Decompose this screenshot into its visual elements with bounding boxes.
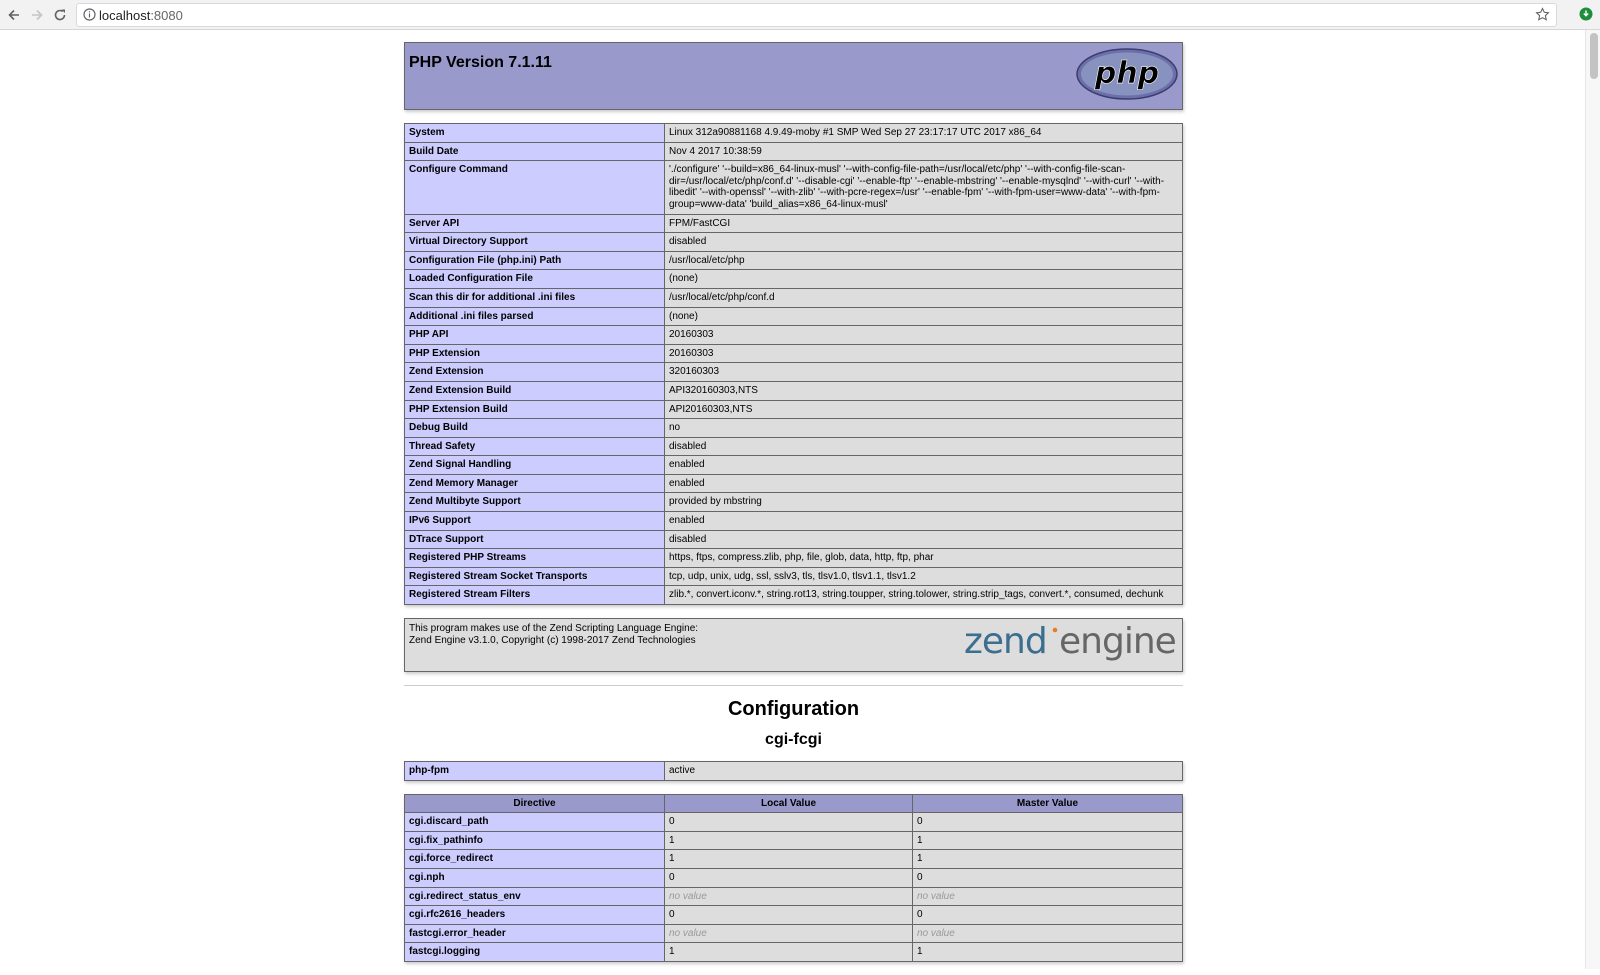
directive-row xyxy=(405,906,1183,925)
url-host: localhost xyxy=(99,8,151,23)
row-label: Configuration File (php.ini) Path xyxy=(405,251,665,270)
row-label: Registered PHP Streams xyxy=(405,549,665,568)
table-row xyxy=(405,307,1183,326)
row-value: (none) xyxy=(665,270,1183,289)
table-row xyxy=(405,363,1183,382)
row-value: tcp, udp, unix, udg, ssl, sslv3, tls, tlsv1.0, tlsv1.1, tlsv1.2 xyxy=(665,567,1183,586)
no-value-text: no value xyxy=(669,927,707,939)
phpinfo-page xyxy=(404,42,1183,975)
zend-engine-text xyxy=(409,623,698,646)
directive-master-value xyxy=(913,887,1183,906)
php-logo[interactable] xyxy=(1075,47,1179,101)
table-row xyxy=(405,270,1183,289)
directive-master-value: 0 xyxy=(913,869,1183,888)
table-row xyxy=(405,326,1183,345)
directive-header-row xyxy=(405,794,1183,813)
row-label: Virtual Directory Support xyxy=(405,233,665,252)
column-header-local-value: Local Value xyxy=(665,794,913,813)
row-label: Debug Build xyxy=(405,419,665,438)
directive-table xyxy=(404,794,1183,962)
zend-engine-cell xyxy=(405,619,1183,672)
row-value: 320160303 xyxy=(665,363,1183,382)
url-port: :8080 xyxy=(150,8,183,23)
directive-name: cgi.nph xyxy=(405,869,665,888)
directive-master-value: 1 xyxy=(913,850,1183,869)
table-row xyxy=(405,419,1183,438)
no-value-text: no value xyxy=(917,927,955,939)
extension-icon[interactable] xyxy=(1579,7,1593,21)
table-row xyxy=(405,142,1183,161)
directive-name: cgi.discard_path xyxy=(405,813,665,832)
directive-master-value: 0 xyxy=(913,813,1183,832)
directive-master-value: 1 xyxy=(913,943,1183,962)
forward-button[interactable] xyxy=(27,5,47,25)
no-value-text: no value xyxy=(917,890,955,902)
table-row xyxy=(405,214,1183,233)
row-value: disabled xyxy=(665,530,1183,549)
php-logo-text: php xyxy=(1094,56,1160,91)
scrollbar-thumb[interactable] xyxy=(1590,33,1598,79)
row-label: Thread Safety xyxy=(405,437,665,456)
directive-local-value: 1 xyxy=(665,850,913,869)
row-label: Zend Signal Handling xyxy=(405,456,665,475)
row-value: no xyxy=(665,419,1183,438)
reload-icon xyxy=(53,8,67,22)
row-value: (none) xyxy=(665,307,1183,326)
directive-local-value: 0 xyxy=(665,813,913,832)
directive-master-value: 0 xyxy=(913,906,1183,925)
arrow-right-icon xyxy=(30,8,44,22)
row-label: Build Date xyxy=(405,142,665,161)
row-label: System xyxy=(405,124,665,143)
zend-logo-dot xyxy=(1053,628,1058,633)
table-row xyxy=(405,381,1183,400)
version-header-cell xyxy=(405,43,1183,110)
bookmark-star-icon[interactable] xyxy=(1535,7,1550,22)
row-label: Zend Extension Build xyxy=(405,381,665,400)
directive-row xyxy=(405,850,1183,869)
row-label: Server API xyxy=(405,214,665,233)
directive-local-value xyxy=(665,887,913,906)
no-value-text: no value xyxy=(669,890,707,902)
directive-name: cgi.force_redirect xyxy=(405,850,665,869)
row-value: './configure' '--build=x86_64-linux-musl' '--with-config-file-path=/usr/local/etc/php' '--with-config-file-scan-dir=/usr/local/etc/php/conf.d' '--disable-cgi' '--enable-ftp' '--enable-mbstring' '--enable-mysqlnd' '--with-curl' '--with-libedit' '--with-openssl' '--with-zlib' '--with-pcre-regex=/usr' '--enable-fpm' '--with-fpm-user=www-data' '--with-fpm-group=www-data' 'build_alias=x86_64-linux-musl' xyxy=(665,161,1183,214)
browser-toolbar xyxy=(0,0,1600,30)
row-value: 20160303 xyxy=(665,344,1183,363)
directive-master-value xyxy=(913,924,1183,943)
module-status-table xyxy=(404,761,1183,781)
directive-name: cgi.redirect_status_env xyxy=(405,887,665,906)
column-header-directive: Directive xyxy=(405,794,665,813)
zend-engine-logo[interactable] xyxy=(964,623,1178,663)
zend-logo-word: zend xyxy=(964,623,1047,663)
directive-local-value: 1 xyxy=(665,831,913,850)
table-row xyxy=(405,400,1183,419)
directive-local-value xyxy=(665,924,913,943)
page-title: PHP Version 7.1.11 xyxy=(409,54,552,71)
arrow-left-icon xyxy=(7,8,21,22)
system-info-table xyxy=(404,123,1183,605)
row-value: provided by mbstring xyxy=(665,493,1183,512)
vertical-scrollbar[interactable] xyxy=(1585,30,1600,969)
url-text xyxy=(99,8,183,23)
directive-name: cgi.fix_pathinfo xyxy=(405,831,665,850)
configuration-heading: Configuration xyxy=(727,698,860,721)
table-row xyxy=(405,124,1183,143)
table-row xyxy=(405,493,1183,512)
row-label: Zend Extension xyxy=(405,363,665,382)
directive-master-value: 1 xyxy=(913,831,1183,850)
row-value: Linux 312a90881168 4.9.49-moby #1 SMP Wed Sep 27 23:17:17 UTC 2017 x86_64 xyxy=(665,124,1183,143)
directive-name: fastcgi.logging xyxy=(405,943,665,962)
zend-line-1: This program makes use of the Zend Scripting Language Engine: xyxy=(409,623,699,635)
row-value: Nov 4 2017 10:38:59 xyxy=(665,142,1183,161)
row-value: /usr/local/etc/php xyxy=(665,251,1183,270)
row-label: Loaded Configuration File xyxy=(405,270,665,289)
zend-line-2: Zend Engine v3.1.0, Copyright (c) 1998-2017 Zend Technologies xyxy=(409,634,696,646)
row-label: Zend Multibyte Support xyxy=(405,493,665,512)
row-value: active xyxy=(665,762,1183,781)
directive-name: cgi.rfc2616_headers xyxy=(405,906,665,925)
directive-row xyxy=(405,813,1183,832)
row-label: PHP Extension Build xyxy=(405,400,665,419)
directive-local-value: 0 xyxy=(665,906,913,925)
table-row xyxy=(405,474,1183,493)
table-row xyxy=(405,456,1183,475)
table-row xyxy=(405,549,1183,568)
directive-body xyxy=(405,813,1183,962)
row-label: Zend Memory Manager xyxy=(405,474,665,493)
row-value: disabled xyxy=(665,437,1183,456)
directive-row xyxy=(405,924,1183,943)
directive-row xyxy=(405,943,1183,962)
row-label: Registered Stream Socket Transports xyxy=(405,567,665,586)
table-row xyxy=(405,437,1183,456)
directive-row xyxy=(405,831,1183,850)
module-heading: cgi-fcgi xyxy=(765,731,822,749)
row-label: PHP API xyxy=(405,326,665,345)
directive-name: fastcgi.error_header xyxy=(405,924,665,943)
row-label: DTrace Support xyxy=(405,530,665,549)
table-row xyxy=(405,586,1183,605)
row-value: API320160303,NTS xyxy=(665,381,1183,400)
directive-row xyxy=(405,887,1183,906)
row-label: IPv6 Support xyxy=(405,512,665,531)
table-row xyxy=(405,251,1183,270)
row-value: https, ftps, compress.zlib, php, file, glob, data, http, ftp, phar xyxy=(665,549,1183,568)
back-button[interactable] xyxy=(4,5,24,25)
table-row xyxy=(405,161,1183,214)
row-value: FPM/FastCGI xyxy=(665,214,1183,233)
row-label: php-fpm xyxy=(405,762,665,781)
address-bar[interactable] xyxy=(76,3,1557,27)
row-label: PHP Extension xyxy=(405,344,665,363)
table-row xyxy=(405,530,1183,549)
table-row xyxy=(405,344,1183,363)
section-divider xyxy=(404,685,1183,686)
system-info-body xyxy=(405,124,1183,605)
row-value: enabled xyxy=(665,512,1183,531)
directive-row xyxy=(405,869,1183,888)
row-value: disabled xyxy=(665,233,1183,252)
table-row xyxy=(405,512,1183,531)
row-value: enabled xyxy=(665,474,1183,493)
table-row xyxy=(405,288,1183,307)
table-row xyxy=(405,567,1183,586)
row-value: zlib.*, convert.iconv.*, string.rot13, string.toupper, string.tolower, string.strip_tags, convert.*, consumed, dechunk xyxy=(665,586,1183,605)
directive-local-value: 1 xyxy=(665,943,913,962)
zend-engine-box xyxy=(404,618,1183,672)
row-value: API20160303,NTS xyxy=(665,400,1183,419)
row-label: Configure Command xyxy=(405,161,665,214)
row-label: Scan this dir for additional .ini files xyxy=(405,288,665,307)
version-header xyxy=(404,42,1183,110)
row-value: /usr/local/etc/php/conf.d xyxy=(665,288,1183,307)
directive-local-value: 0 xyxy=(665,869,913,888)
table-row xyxy=(405,762,1183,781)
column-header-master-value: Master Value xyxy=(913,794,1183,813)
row-value: enabled xyxy=(665,456,1183,475)
row-label: Registered Stream Filters xyxy=(405,586,665,605)
reload-button[interactable] xyxy=(50,5,70,25)
row-label: Additional .ini files parsed xyxy=(405,307,665,326)
table-row xyxy=(405,233,1183,252)
info-icon xyxy=(83,8,96,21)
row-value: 20160303 xyxy=(665,326,1183,345)
engine-logo-word: engine xyxy=(1059,623,1176,663)
